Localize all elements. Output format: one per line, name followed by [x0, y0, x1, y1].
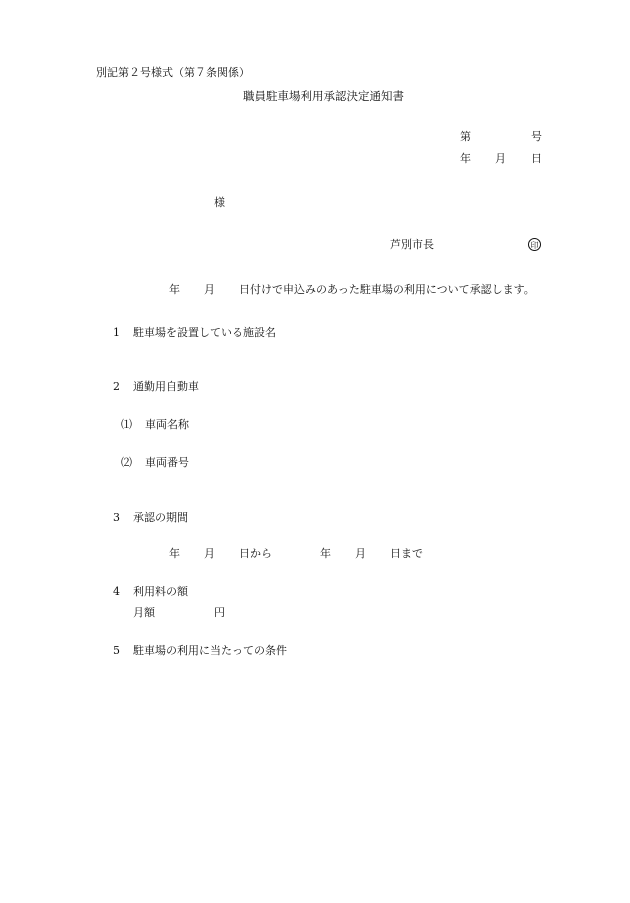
- item5-label: 駐車場の利用に当たっての条件: [133, 644, 287, 657]
- seal-mark: 印: [528, 238, 541, 251]
- form-reference: 別記第２号様式（第７条関係）: [96, 66, 250, 79]
- item4-label: 利用料の額: [133, 585, 188, 598]
- period-month-from: 月: [204, 547, 215, 560]
- issue-date-year: 年: [460, 152, 471, 165]
- issue-date-day: 日: [531, 152, 542, 165]
- document-title: 職員駐車場利用承認決定通知書: [243, 89, 404, 103]
- item1-number: 1: [113, 326, 120, 339]
- item2-number: 2: [113, 380, 120, 393]
- item1-label: 駐車場を設置している施設名: [133, 326, 276, 339]
- doc-number-go: 号: [531, 130, 542, 143]
- item5-number: 5: [113, 644, 120, 657]
- item2-label: 通勤用自動車: [133, 380, 199, 393]
- item2-sub2-number: ⑵: [121, 456, 132, 469]
- item4-number: 4: [113, 585, 120, 598]
- issuer-name: 芦別市長: [390, 238, 434, 251]
- item2-sub1-label: 車両名称: [145, 418, 189, 431]
- addressee-honorific: 様: [214, 196, 225, 209]
- period-day-from: 日から: [239, 547, 272, 560]
- item2-sub2-label: 車両番号: [145, 456, 189, 469]
- period-day-to: 日まで: [390, 547, 423, 560]
- yen-unit: 円: [214, 606, 225, 619]
- issue-date-month: 月: [495, 152, 506, 165]
- body-year: 年: [169, 283, 180, 296]
- item3-label: 承認の期間: [133, 511, 188, 524]
- body-month: 月: [204, 283, 215, 296]
- period-year-from: 年: [169, 547, 180, 560]
- item3-number: 3: [113, 511, 120, 524]
- period-month-to: 月: [355, 547, 366, 560]
- monthly-fee-label: 月額: [133, 606, 155, 619]
- doc-number-dai: 第: [460, 130, 471, 143]
- item2-sub1-number: ⑴: [121, 418, 132, 431]
- period-year-to: 年: [320, 547, 331, 560]
- body-statement: 日付けで申込みのあった駐車場の利用について承認します。: [239, 283, 535, 296]
